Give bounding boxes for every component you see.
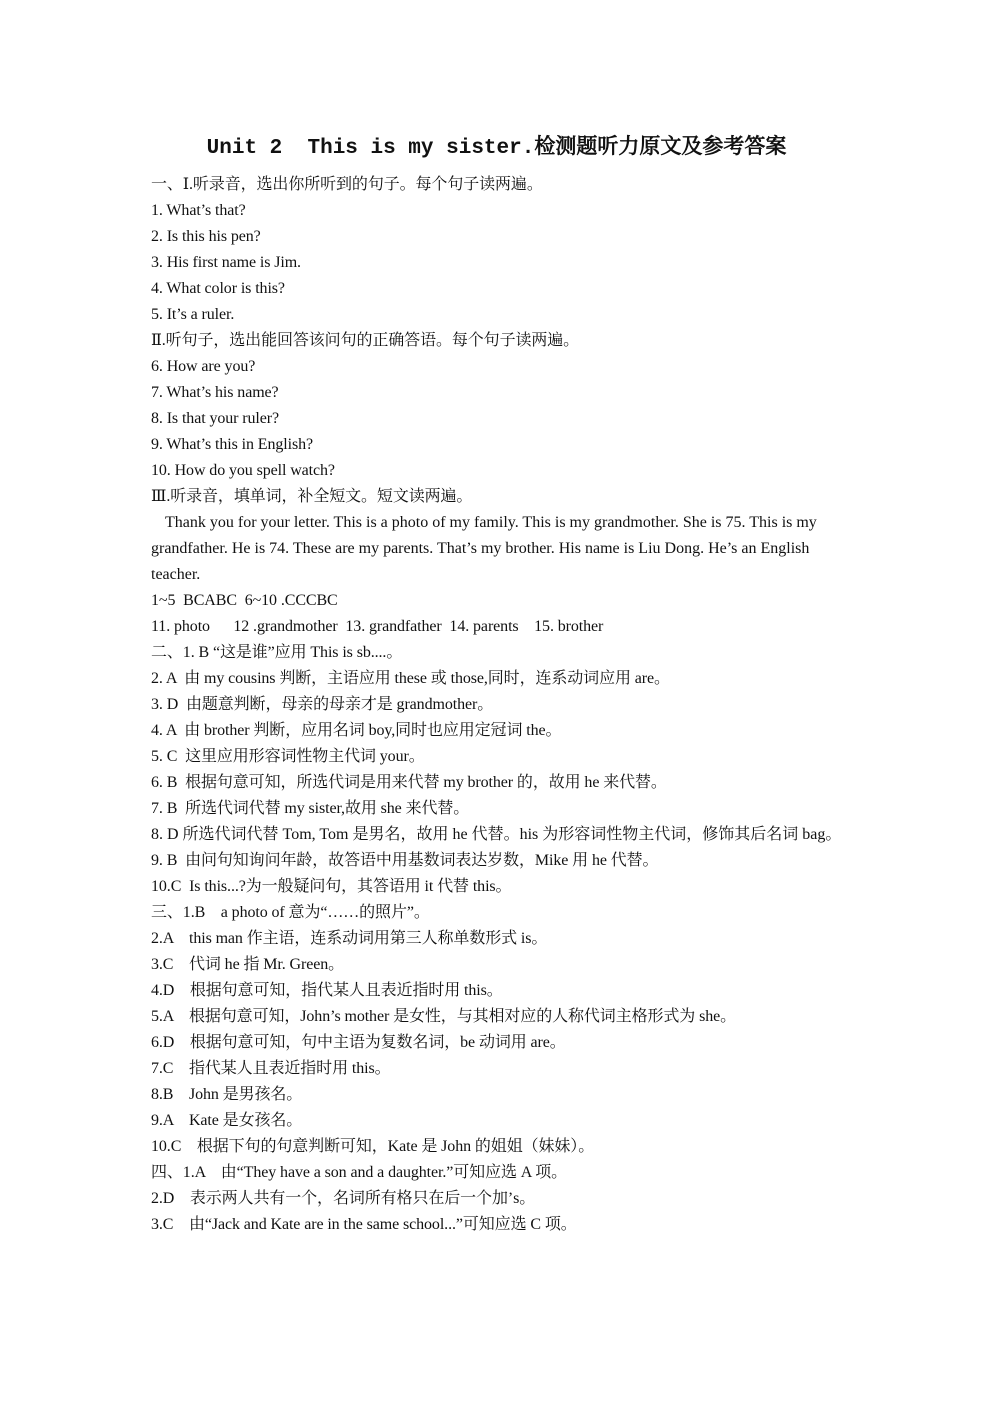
answer-explanation: 10.C 根据下句的句意判断可知，Kate 是 John 的姐姐（妹妹）。 <box>151 1138 595 1155</box>
answer-explanation: 5.A 根据句意可知，John’s mother 是女性，与其相对应的人称代词主格形式为 she。 <box>151 1008 737 1025</box>
part-2-heading: Ⅱ.听句子，选出能回答该问句的正确答语。每个句子读两遍。 <box>151 332 580 349</box>
listening-item: 2. Is this his pen? <box>151 228 261 245</box>
answer-explanation: 4.D 根据句意可知，指代某人且表近指时用 this。 <box>151 982 503 999</box>
answer-explanation: 3.C 代词 he 指 Mr. Green。 <box>151 956 345 973</box>
listening-item: 7. What’s his name? <box>151 384 279 401</box>
answer-explanation: 3.C 由“Jack and Kate are in the same school...”可知应选 C 项。 <box>151 1216 577 1233</box>
answer-explanation: 2.D 表示两人共有一个，名词所有格只在后一个加’s。 <box>151 1190 536 1207</box>
answer-explanation: 7.C 指代某人且表近指时用 this。 <box>151 1060 391 1077</box>
listening-item: 1. What’s that? <box>151 202 246 219</box>
listening-item: 5. It’s a ruler. <box>151 306 235 323</box>
answer-explanation: 9. B 由问句知询问年龄，故答语中用基数词表达岁数，Mike 用 he 代替。 <box>151 852 659 869</box>
listening-item: 9. What’s this in English? <box>151 436 313 453</box>
listening-item: 3. His first name is Jim. <box>151 254 301 271</box>
answer-explanation: 3. D 由题意判断，母亲的母亲才是 grandmother。 <box>151 696 494 713</box>
section-4-heading: 四、1.A 由“They have a son and a daughter.”可知应选 A 项。 <box>151 1164 568 1181</box>
section-3-heading: 三、1.B a photo of 意为“……的照片”。 <box>151 904 430 921</box>
listening-item: 10. How do you spell watch? <box>151 462 335 479</box>
answer-explanation: 2.A this man 作主语，连系动词用第三人称单数形式 is。 <box>151 930 548 947</box>
listening-item: 8. Is that your ruler? <box>151 410 279 427</box>
answer-explanation: 6. B 根据句意可知，所选代词是用来代替 my brother 的，故用 he 来代替。 <box>151 774 667 791</box>
section-1-heading: 一、Ⅰ.听录音，选出你所听到的句子。每个句子读两遍。 <box>151 176 543 193</box>
answer-explanation: 2. A 由 my cousins 判断，主语应用 these 或 those,同时，连系动词应用 are。 <box>151 670 670 687</box>
answer-explanation: 9.A Kate 是女孩名。 <box>151 1112 303 1129</box>
document-body <box>151 172 851 1238</box>
answer-explanation-8: 8. D 所选代词代替 Tom, Tom 是男名，故用 he 代替。his 为形容词性物主代词，修饰其后名词 bag。 <box>151 826 842 843</box>
answer-explanation: 5. C 这里应用形容词性物主代词 your。 <box>151 748 425 765</box>
document-title: Unit 2 This is my sister.检测题听力原文及参考答案 <box>206 137 787 160</box>
answer-line: 1~5 BCABC 6~10 .CCCBC <box>151 592 338 609</box>
answer-explanation: 8.B John 是男孩名。 <box>151 1086 303 1103</box>
section-2-heading: 二、1. B “这是谁”应用 This is sb....。 <box>151 644 403 661</box>
listening-item: 4. What color is this? <box>151 280 285 297</box>
listening-passage: Thank you for your letter. This is a photo of my family. This is my grandmother. She is 75. This is my grandfather. He is 74. These are my parents. That’s my brother. His name is Liu Dong. He’s an English teacher. <box>151 514 817 583</box>
answer-explanation: 6.D 根据句意可知，句中主语为复数名词，be 动词用 are。 <box>151 1034 566 1051</box>
listening-item: 6. How are you? <box>151 358 256 375</box>
answer-explanation: 4. A 由 brother 判断，应用名词 boy,同时也应用定冠词 the。 <box>151 722 562 739</box>
answer-explanation: 7. B 所选代词代替 my sister,故用 she 来代替。 <box>151 800 470 817</box>
answer-line: 11. photo 12 .grandmother 13. grandfather 14. parents 15. brother <box>151 618 604 635</box>
part-3-heading: Ⅲ.听录音，填单词，补全短文。短文读两遍。 <box>151 488 473 505</box>
answer-explanation: 10.C Is this...?为一般疑问句，其答语用 it 代替 this。 <box>151 878 512 895</box>
